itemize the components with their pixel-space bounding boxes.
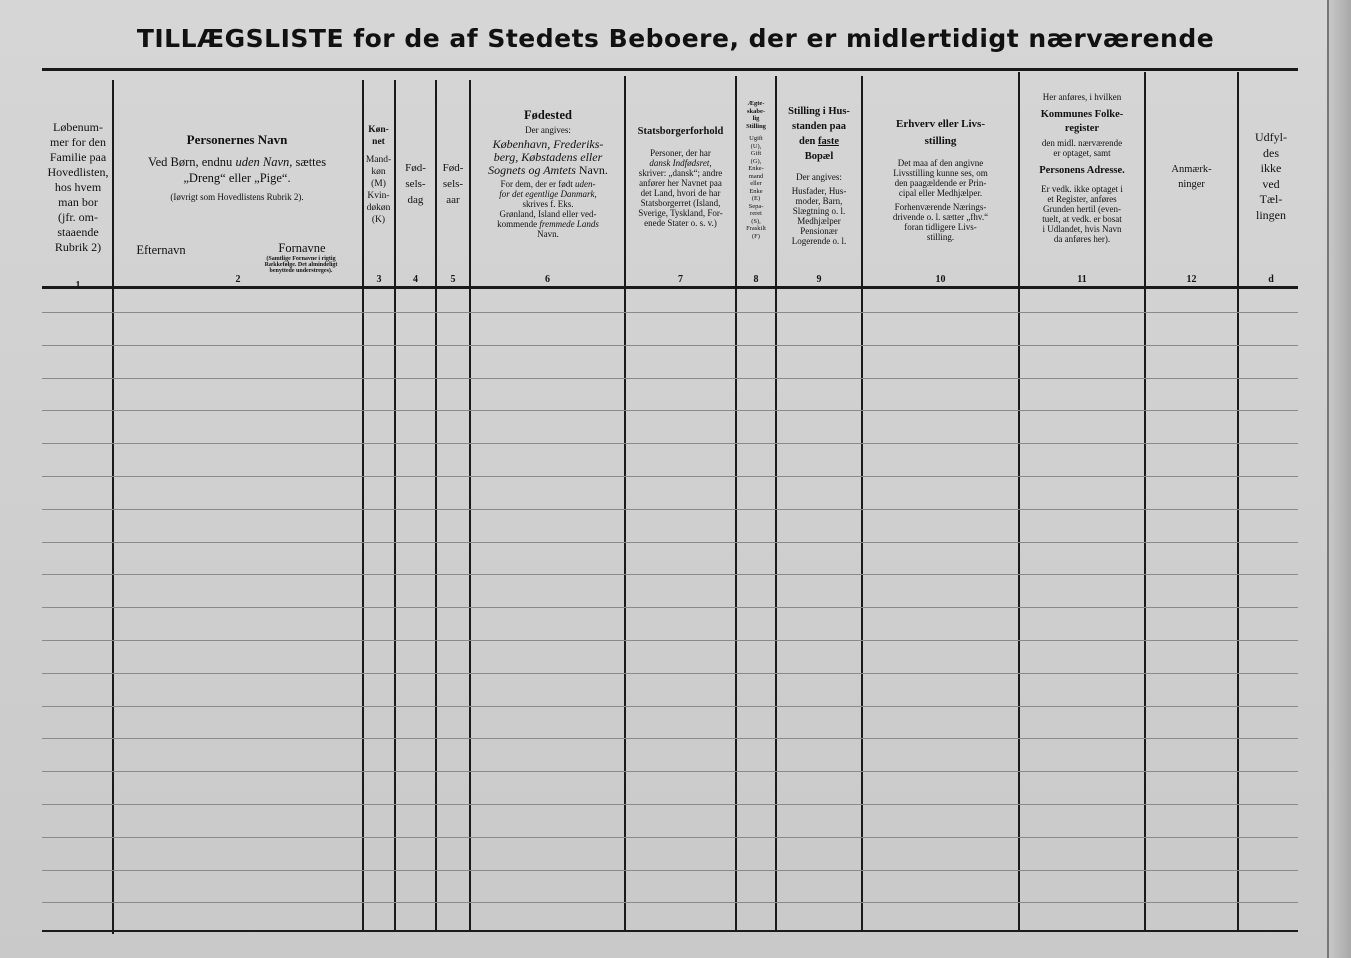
header-line: „Dreng“ eller „Pige“. [183, 171, 291, 185]
header-line: Udfyl- [1255, 130, 1287, 144]
header-text-italic: uden Navn, [235, 155, 293, 169]
entry-row-line [42, 837, 1298, 838]
header-line: da anføres her). [1053, 234, 1111, 244]
column-11-header [1020, 92, 1144, 244]
header-sub: Der angives: [525, 125, 571, 135]
entry-row-line [42, 542, 1298, 543]
column-heading: Køn- [368, 125, 389, 135]
header-line: den paagældende er Prin- [894, 178, 987, 188]
entry-row-line [42, 870, 1298, 871]
header-line [116, 154, 358, 170]
header-line [472, 219, 624, 229]
header-line: for det egentlige Danmark, [499, 189, 597, 199]
header-line: des [1263, 145, 1279, 160]
column-heading: standen paa [792, 121, 846, 132]
header-line: døkøn [366, 203, 391, 213]
entry-row-line [42, 378, 1298, 379]
header-line: skriver: „dansk“; andre [638, 168, 723, 178]
column-1-header [44, 120, 112, 255]
entry-row-line [42, 640, 1298, 641]
column-divider [112, 80, 114, 934]
header-line: det Land, hvori de har [640, 188, 721, 198]
header-line [472, 179, 624, 189]
header-bottom-rule [42, 286, 1298, 289]
entry-row-line [42, 443, 1298, 444]
note-line: (Samtlige Fornavne i rigtig [266, 256, 336, 262]
header-text-italic: uden- [574, 179, 596, 189]
header-line: Familie paa [49, 150, 107, 164]
column-heading: lig [752, 115, 760, 122]
column-number: 1 [75, 280, 81, 291]
column-heading: Personens Adresse. [1039, 165, 1125, 176]
entry-row-line [42, 902, 1298, 903]
column-heading: sels- [405, 178, 426, 190]
given-names-note [236, 256, 366, 274]
header-line: skrives f. Eks. [522, 199, 574, 209]
page-edge [1327, 0, 1351, 958]
column-heading: Kommunes Folke- [1040, 109, 1124, 120]
column-divider [1144, 72, 1146, 930]
column-5-header [437, 160, 469, 208]
header-line: hos hvem [54, 180, 102, 194]
form-title: TILLÆGSLISTE for de af Stedets Beboere, der er midlertidigt nærværende [136, 24, 1215, 53]
column-3-header [363, 124, 394, 226]
column-10-header [863, 116, 1018, 242]
header-line: Er vedk. ikke optaget i [1041, 184, 1123, 194]
header-line: den midl. nærværende [1041, 138, 1123, 148]
column-heading: Ægte- [747, 100, 765, 107]
column-7-header [626, 126, 735, 228]
surname-subheader: Efternavn [136, 243, 186, 257]
header-line: (K) [371, 215, 386, 225]
header-line: Slægtning o. l. [792, 206, 846, 216]
header-line: (E) [751, 195, 761, 202]
entry-row-line [42, 509, 1298, 510]
header-line: Det maa af den angivne [897, 158, 984, 168]
header-line: foran tidligere Livs- [904, 222, 977, 232]
header-line: Pensionær [800, 226, 838, 236]
header-line: (M) [371, 179, 386, 189]
header-line: Her anføres, i hvilken [1042, 92, 1122, 102]
header-line: Enke [749, 187, 763, 195]
header-line: (F) [752, 232, 760, 240]
header-line: et Register, anføres [1047, 194, 1117, 204]
column-number: 11 [1077, 274, 1087, 285]
header-line: (jfr. om- [58, 210, 98, 224]
header-text: sættes [295, 155, 327, 169]
column-heading: Anmærk- [1171, 164, 1212, 175]
header-line: København, Frederiks- [492, 137, 604, 151]
header-line: cipal eller Medhjælper. [898, 188, 983, 198]
header-line: Ugift [749, 135, 763, 142]
header-line: Grunden hertil (even- [1043, 204, 1121, 214]
column-d-header [1239, 130, 1303, 223]
header-text: Ved Børn, endnu [147, 155, 233, 169]
header-line: Løbenum- [53, 120, 103, 134]
header-line: Husfader, Hus- [791, 186, 847, 196]
entry-row-line [42, 706, 1298, 707]
header-line: Hovedlisten, [47, 165, 109, 179]
column-4-header [396, 160, 435, 208]
header-line: Grønland, Island eller ved- [499, 209, 597, 219]
header-text: kommende [497, 219, 538, 229]
header-line: Mand- [365, 155, 392, 165]
column-heading: Stilling i Hus- [788, 106, 850, 117]
column-heading: Erhverv eller Livs- [896, 118, 985, 130]
column-12-header [1146, 162, 1237, 192]
column-number: 6 [545, 274, 550, 285]
entry-row-line [42, 673, 1298, 674]
header-line: Sepa- [748, 202, 764, 210]
header-note: (Iøvrigt som Hovedlistens Rubrik 2). [170, 192, 304, 202]
column-number: 2 [235, 274, 241, 285]
header-line: Kvin- [367, 191, 390, 201]
header-text: Navn. [578, 163, 608, 177]
header-line: eller [750, 180, 762, 187]
header-line: (U), [750, 142, 762, 150]
entry-row-line [42, 574, 1298, 575]
given-names-subheader: Fornavne [278, 241, 326, 255]
header-line: er optaget, samt [1053, 148, 1111, 158]
header-line: mer for den [50, 135, 106, 149]
entry-row-line [42, 804, 1298, 805]
column-heading: aar [446, 194, 460, 206]
entry-row-line [42, 312, 1298, 313]
header-line: anfører her Navnet paa [639, 178, 722, 188]
column-heading: Statsborgerforhold [637, 126, 724, 137]
header-line: Fraskilt [746, 225, 766, 232]
column-heading: dag [407, 194, 424, 206]
column-heading: skabe- [746, 107, 766, 115]
header-line: staaende [57, 225, 99, 239]
header-line: (S), [751, 217, 761, 225]
header-line: køn [371, 167, 386, 177]
header-line: Forhenværende Nærings- [894, 202, 987, 212]
note-line: benyttede understreges). [269, 268, 333, 274]
header-line: Livsstilling kunne ses, om [893, 168, 988, 178]
header-line: moder, Barn, [795, 196, 843, 206]
column-heading: Bopæl [804, 151, 834, 162]
column-number: 10 [935, 274, 946, 285]
header-line: Medhjælper [797, 216, 841, 226]
column-heading: register [1064, 123, 1100, 134]
column-heading: Fødested [524, 108, 572, 122]
header-line [472, 164, 624, 177]
header-line: Der angives: [796, 172, 842, 182]
header-line: drivende o. l. sætter „fhv.“ [892, 212, 989, 222]
entry-row-line [42, 476, 1298, 477]
header-line: ikke [1260, 161, 1282, 175]
header-line: ved [1262, 176, 1280, 191]
column-9-header [777, 104, 861, 246]
header-line: stilling. [926, 232, 955, 242]
column-number: 9 [816, 274, 822, 285]
column-number: 5 [450, 274, 456, 285]
header-line: berg, Købstadens eller [493, 150, 603, 164]
column-heading: Fød- [442, 162, 464, 174]
header-line: i Udlandet, hvis Navn [1042, 224, 1122, 234]
column-divider [469, 80, 471, 930]
header-line: Gift [750, 150, 762, 157]
header-line: Navn. [537, 229, 559, 239]
header-line: man bor [58, 195, 98, 209]
entry-row-line [42, 410, 1298, 411]
header-text: den [799, 136, 816, 147]
column-8-header [737, 100, 775, 240]
column-number: 8 [753, 274, 759, 285]
header-line: tuelt, at vedk. er bosat [1042, 214, 1122, 224]
header-line: reret [750, 210, 762, 217]
column-heading: ninger [1178, 179, 1205, 190]
column-heading: Personernes Navn [186, 132, 288, 147]
column-heading: Fød- [405, 162, 426, 174]
header-text-underlined: faste [817, 136, 839, 147]
header-text: For dem, der er født [500, 179, 573, 189]
header-line: dansk Indfødsret, [649, 158, 712, 168]
column-heading: stilling [924, 135, 957, 147]
column-number: 3 [376, 274, 382, 285]
header-text-italic: fremmede Lands [539, 219, 599, 229]
header-line: Sverige, Tyskland, For- [638, 208, 723, 218]
header-line: enede Stater o. s. v.) [644, 218, 717, 228]
column-heading: Stilling [746, 122, 766, 130]
entry-row-line [42, 345, 1298, 346]
header-line: Logerende o. l. [791, 236, 847, 246]
header-line: Statsborgerret (Island, [640, 198, 721, 208]
column-number: d [1268, 274, 1274, 285]
table-bottom-rule [42, 930, 1298, 932]
header-line: lingen [1256, 207, 1286, 222]
note-line: Rækkefølge. Det almindeligt [264, 262, 338, 268]
header-line: Personer, der har [650, 148, 711, 158]
column-heading [777, 134, 861, 149]
column-number: 12 [1186, 274, 1197, 285]
header-line: Tæl- [1259, 192, 1283, 206]
column-number: 4 [413, 274, 418, 285]
column-heading: net [372, 137, 385, 147]
entry-row-line [42, 738, 1298, 739]
column-heading: sels- [442, 178, 464, 190]
header-line: mand [748, 172, 764, 180]
header-text-italic: Sognets og Amtets [488, 163, 576, 177]
entry-row-line [42, 607, 1298, 608]
column-2-header [116, 132, 358, 202]
header-line: Rubrik 2) [54, 240, 102, 254]
header-line: (G), [750, 157, 762, 165]
header-top-rule [42, 68, 1298, 71]
header-line: Enke- [748, 165, 764, 172]
column-number: 7 [678, 274, 683, 285]
entry-row-line [42, 771, 1298, 772]
column-6-header [472, 108, 624, 239]
